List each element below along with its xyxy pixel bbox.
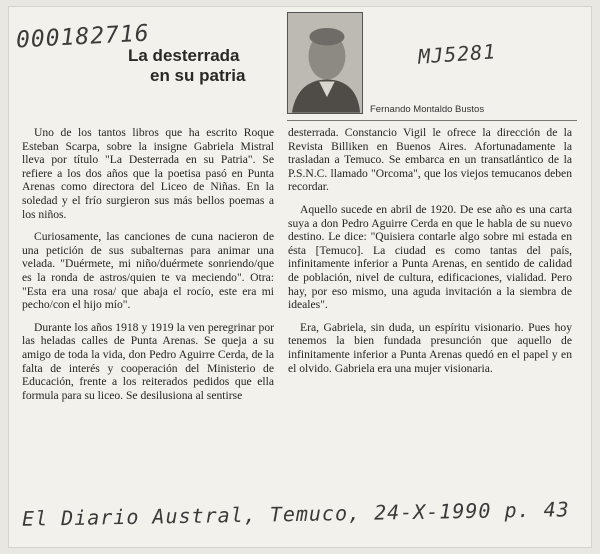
photo-caption: Fernando Montaldo Bustos bbox=[370, 104, 485, 115]
article-column-1 bbox=[22, 126, 274, 411]
headline-line-2: en su patria bbox=[150, 66, 246, 85]
portrait-image bbox=[288, 13, 362, 113]
paragraph: Uno de los tantos libros que ha escrito Roque Esteban Scarpa, sobre la insigne Gabriela Mistral lleva por título "La Desterrada en su Patria". Se refiere a los dos años que la poetisa pasó en Punta Arenas como directora del Liceo de Niñas. En la soledad y el frío surgieron sus más bellos poemas a los niños. bbox=[22, 126, 274, 221]
article-column-2 bbox=[288, 126, 572, 384]
paragraph: Curiosamente, las canciones de cuna nacieron de una petición de sus subalternas para animar una velada. "Duérmete, mi niño/duérmete sonriendo/que es la ronda de astros/quien te va meciendo". Otra: "Esta era una rosa/ que abaja el rocío, este era mi pecho/con el hijo mío". bbox=[22, 230, 274, 312]
author-portrait-photo bbox=[287, 12, 363, 114]
article-headline bbox=[128, 46, 245, 86]
handwritten-document-id: 000182716 bbox=[15, 20, 151, 54]
paragraph: desterrada. Constancio Vigil le ofrece la dirección de la Revista Billiken en Buenos Aires. Afortunadamente la trasladan a Temuco. Se embarca en un transatlántico de la P.S.N.C. llamado "Orcoma", que los viejos temucanos deben recordar. bbox=[288, 126, 572, 194]
paragraph: Era, Gabriela, sin duda, un espíritu visionario. Pues hoy tenemos la bien fundada presunción que aquello de infinitamente inferior a Punta Arenas quedó en el papel y en el olvido. Gabriela era una mujer visionaria. bbox=[288, 320, 572, 375]
paragraph: Durante los años 1918 y 1919 la ven peregrinar por las heladas calles de Punta Arenas. Se queja a su amigo de toda la vida, don Pedro Aguirre Cerda, de la falta de interés y cooperación del Ministerio de Educación, frente a los reiterados pedidos que ella formula para su liceo. Se desilusiona al sentirse bbox=[22, 320, 274, 402]
caption-rule bbox=[287, 120, 577, 121]
paragraph: Aquello sucede en abril de 1920. De ese año es una carta suya a don Pedro Aguirre Cerda en que le habla de su nuevo destino. Le dice: "Quisiera contarle algo sobre mi estada en ésta [Temuco]. La ciudad es como tantas del país, infinitamente inferior a Punta Arenas, en sentido de calidad de población, nivel de cultura, edificaciones, vialidad. Pero hay, por eso mismo, una aguda invitación a la siembra de ideales". bbox=[288, 202, 572, 312]
handwritten-source-note: El Diario Austral, Temuco, 24-X-1990 p. 43 bbox=[21, 497, 570, 531]
handwritten-archive-code: MJ5281 bbox=[417, 39, 497, 69]
headline-line-1: La desterrada bbox=[128, 46, 240, 65]
